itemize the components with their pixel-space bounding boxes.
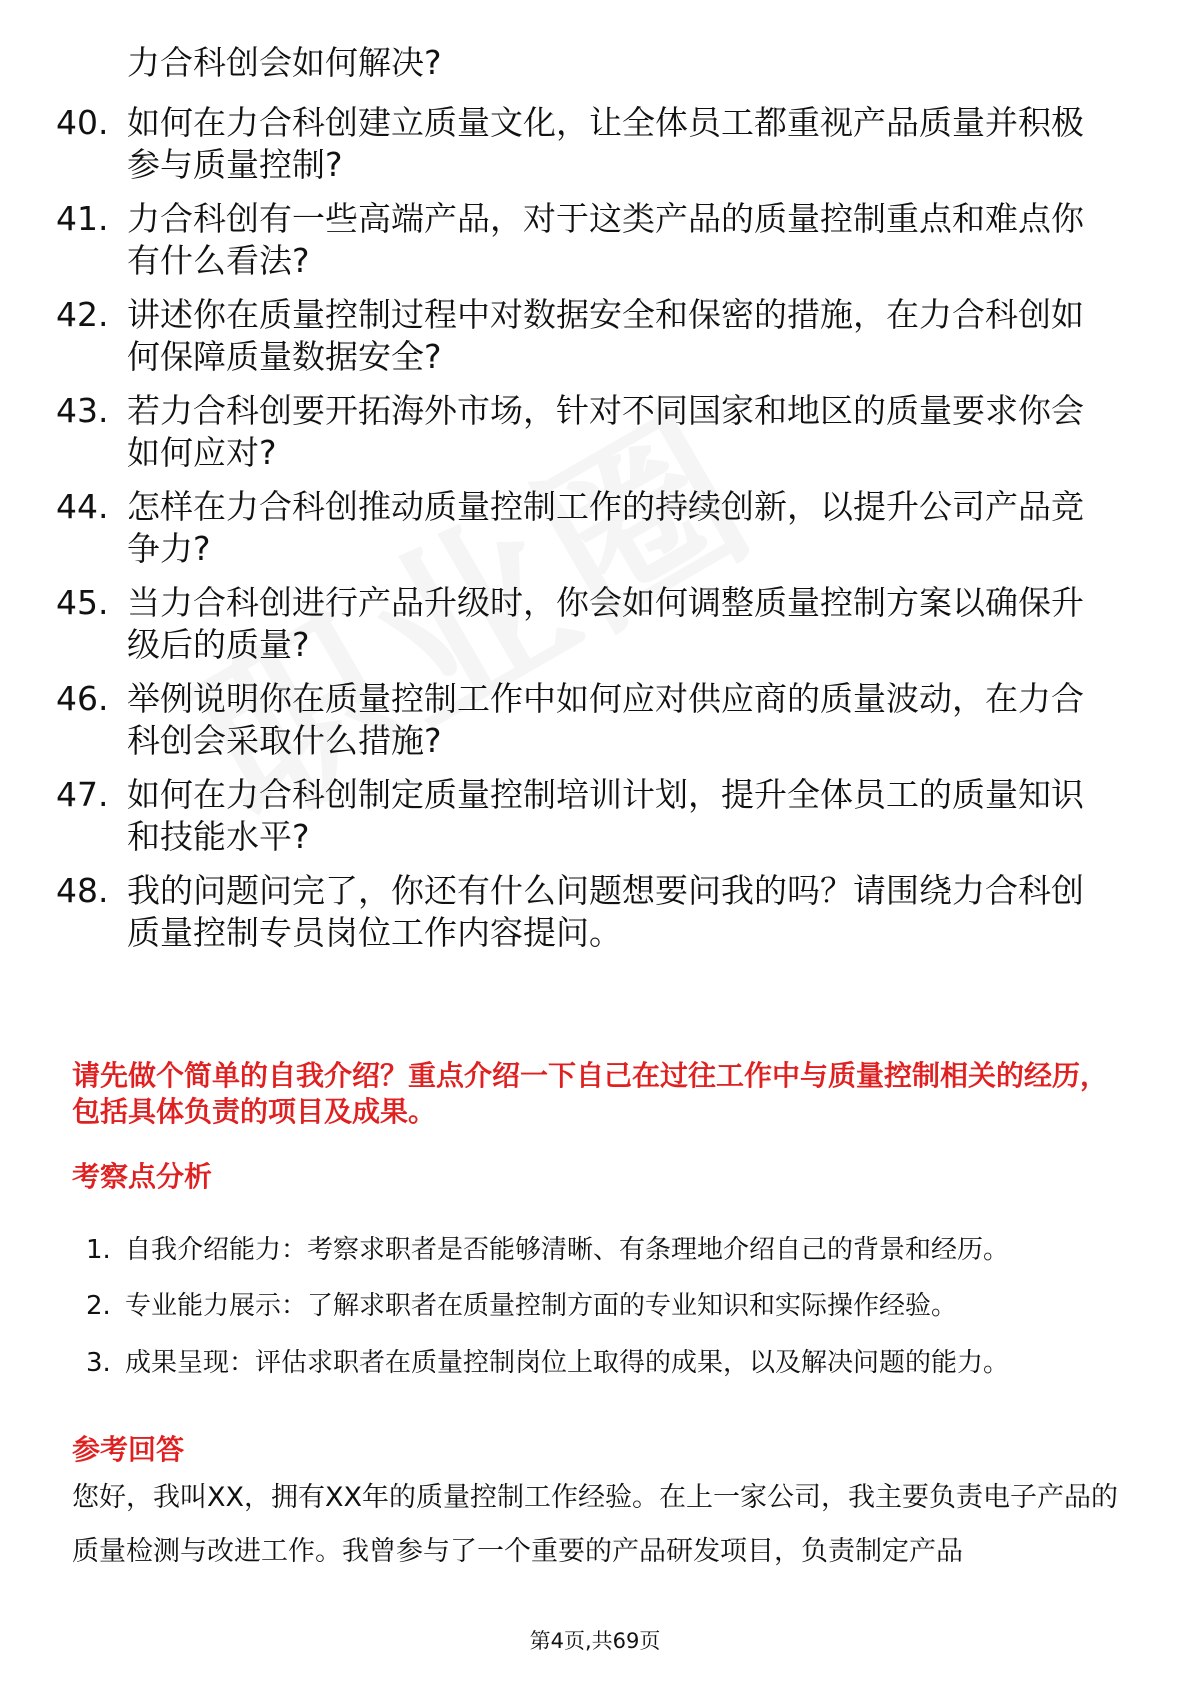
- analysis-point-text: 专业能力展示：了解求职者在质量控制方面的专业知识和实际操作经验。: [125, 1291, 958, 1321]
- question-number: 45.: [56, 583, 109, 622]
- analysis-point-number: 1.: [86, 1235, 111, 1265]
- question-39-continuation: 力合科创会如何解决?: [127, 43, 442, 82]
- analysis-point-number: 3.: [86, 1348, 111, 1378]
- analysis-point-number: 2.: [86, 1291, 111, 1321]
- question-number: 41.: [56, 199, 109, 238]
- question-number: 43.: [56, 391, 109, 430]
- intro-question: 请先做个简单的自我介绍？重点介绍一下自己在过往工作中与质量控制相关的经历，包括具体负责的项目及成果。: [72, 1059, 1109, 1128]
- analysis-heading: 考察点分析: [72, 1160, 213, 1193]
- analysis-point-text: 自我介绍能力：考察求职者是否能够清晰、有条理地介绍自己的背景和经历。: [125, 1235, 1010, 1265]
- question-item: [56, 102, 1116, 186]
- question-text: 我的问题问完了，你还有什么问题想要问我的吗？请围绕力合科创质量控制专员岗位工作内容提问。: [127, 871, 1084, 952]
- analysis-point: [86, 1346, 1146, 1380]
- question-item: [56, 870, 1116, 954]
- question-text: 举例说明你在质量控制工作中如何应对供应商的质量波动，在力合科创会采取什么措施?: [127, 679, 1084, 760]
- question-number: 47.: [56, 775, 109, 814]
- reference-heading: 参考回答: [72, 1433, 185, 1466]
- question-item: [56, 582, 1116, 666]
- question-text: 若力合科创要开拓海外市场，针对不同国家和地区的质量要求你会如何应对?: [127, 391, 1084, 472]
- question-number: 46.: [56, 679, 109, 718]
- analysis-point: [86, 1289, 1146, 1323]
- question-item: [56, 678, 1116, 762]
- question-text: 讲述你在质量控制过程中对数据安全和保密的措施，在力合科创如何保障质量数据安全?: [127, 295, 1084, 376]
- analysis-point: [86, 1233, 1146, 1267]
- question-item: [56, 198, 1116, 282]
- question-item: [56, 390, 1116, 474]
- question-number: 44.: [56, 487, 109, 526]
- question-item: [56, 486, 1116, 570]
- reference-answer: 您好，我叫XX，拥有XX年的质量控制工作经验。在上一家公司，我主要负责电子产品的质量检测与改进工作。我曾参与了一个重要的产品研发项目，负责制定产品: [72, 1482, 1118, 1567]
- page-number: 第4页,共69页: [529, 1629, 661, 1653]
- question-text: 力合科创有一些高端产品，对于这类产品的质量控制重点和难点你有什么看法?: [127, 199, 1084, 280]
- question-number: 40.: [56, 103, 109, 142]
- question-text: 如何在力合科创建立质量文化，让全体员工都重视产品质量并积极参与质量控制?: [127, 103, 1084, 184]
- question-item: [56, 294, 1116, 378]
- question-text: 当力合科创进行产品升级时，你会如何调整质量控制方案以确保升级后的质量?: [127, 583, 1084, 664]
- question-number: 42.: [56, 295, 109, 334]
- analysis-point-text: 成果呈现：评估求职者在质量控制岗位上取得的成果，以及解决问题的能力。: [125, 1348, 1010, 1378]
- question-text: 如何在力合科创制定质量控制培训计划，提升全体员工的质量知识和技能水平?: [127, 775, 1084, 856]
- question-number: 48.: [56, 871, 109, 910]
- question-item: [56, 774, 1116, 858]
- question-text: 怎样在力合科创推动质量控制工作的持续创新，以提升公司产品竞争力?: [127, 487, 1084, 568]
